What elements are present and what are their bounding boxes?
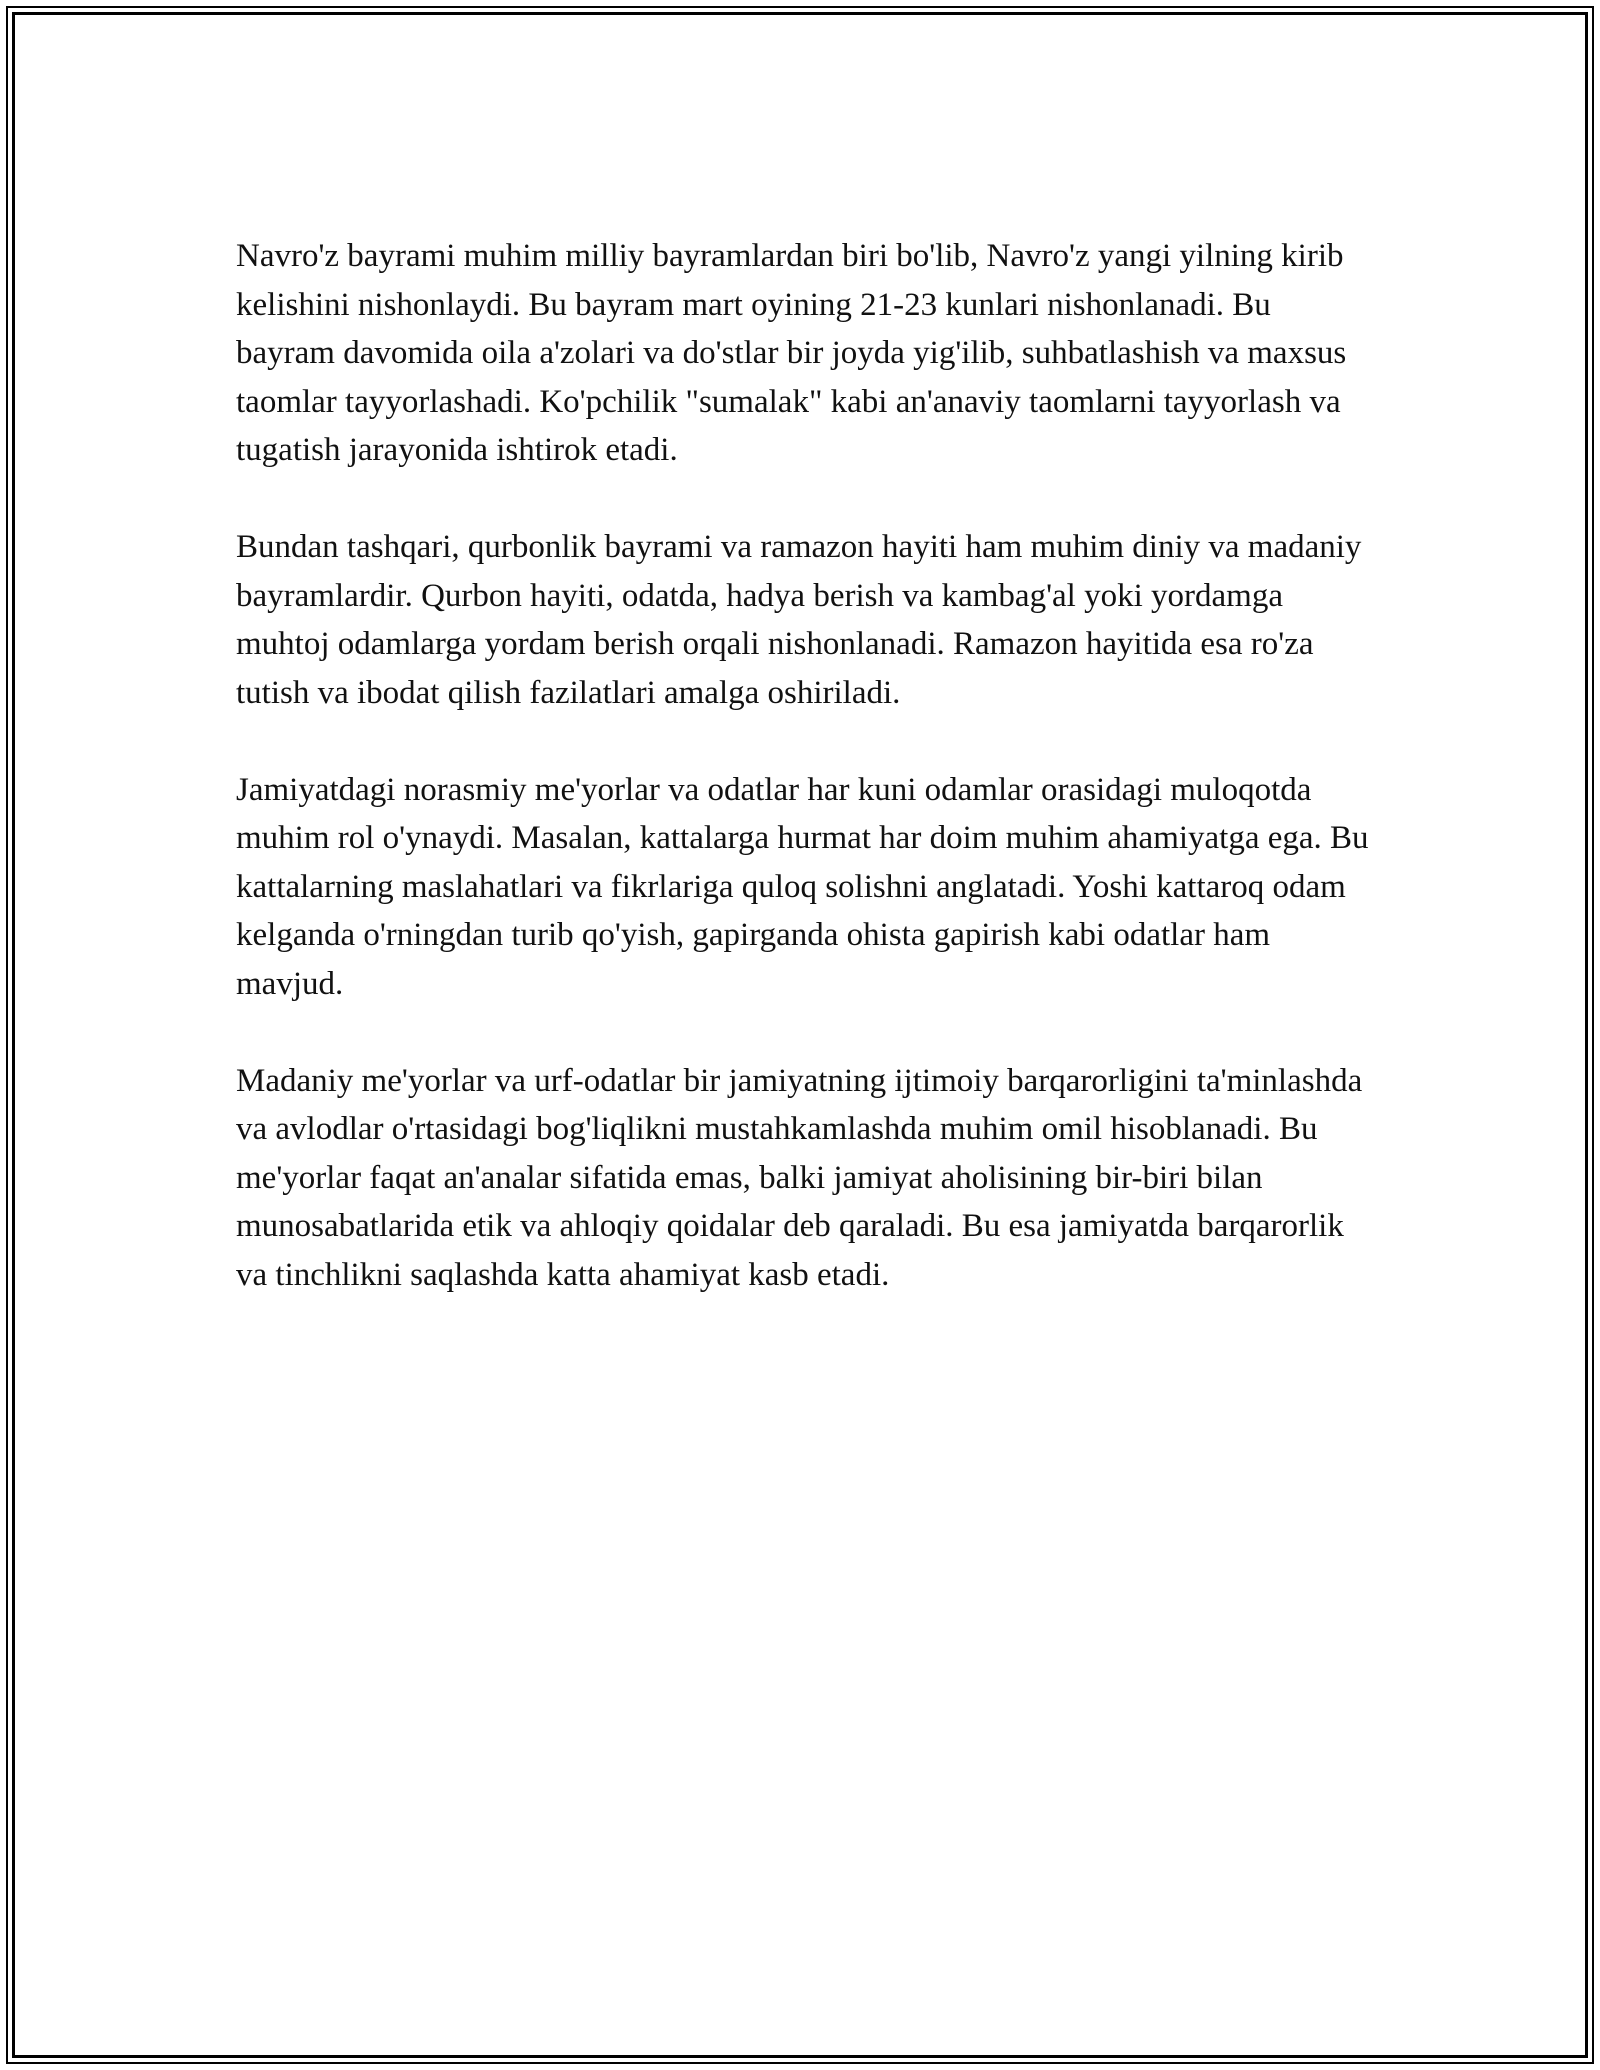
paragraph-informal-norms: Jamiyatdagi norasmiy me'yorlar va odatlar har kuni odamlar orasidagi muloqotda muhim rol o'ynaydi. Masalan, kattalarga hurmat har doim muhim ahamiyatga ega. Bu kattalarning maslahatlari va fikrlariga quloq solishni anglatadi. Yoshi kattaroq odam kelganda o'rningdan turib qo'yish, gapirganda ohista gapirish kabi odatlar ham mavjud. xyxy=(236,771,1369,1002)
paragraph-navroz: Navro'z bayrami muhim milliy bayramlardan biri bo'lib, Navro'z yangi yilning kirib kelishini nishonlaydi. Bu bayram mart oyining 21-23 kunlari nishonlanadi. Bu bayram davomida oila a'zolari va do'stlar bir joyda yig'ilib, suhbatlashish va maxsus taomlar tayyorlashadi. Ko'pchilik "sumalak" kabi an'anaviy taomlarni tayyorlash va tugatish jarayonida ishtirok etadi. xyxy=(236,238,1347,468)
paragraph-cultural-norms: Madaniy me'yorlar va urf-odatlar bir jamiyatning ijtimoiy barqarorligini ta'minlashda va avlodlar o'rtasidagi bog'liqlikni mustahkamlashda muhim omil hisoblanadi. Bu me'yorlar faqat an'analar sifatida emas, balki jamiyat aholisining bir-biri bilan munosabatlarida etik va ahloqiy qoidalar deb qaraladi. Bu esa jamiyatda barqarorlik va tinchlikni saqlashda katta ahamiyat kasb etadi. xyxy=(236,1062,1363,1293)
document-body xyxy=(236,232,1376,1348)
paragraph-religious-holidays: Bundan tashqari, qurbonlik bayrami va ramazon hayiti ham muhim diniy va madaniy bayramlardir. Qurbon hayiti, odatda, hadya berish va kambag'al yoki yordamga muhtoj odamlarga yordam berish orqali nishonlanadi. Ramazon hayitida esa ro'za tutish va ibodat qilish fazilatlari amalga oshiriladi. xyxy=(236,529,1362,711)
